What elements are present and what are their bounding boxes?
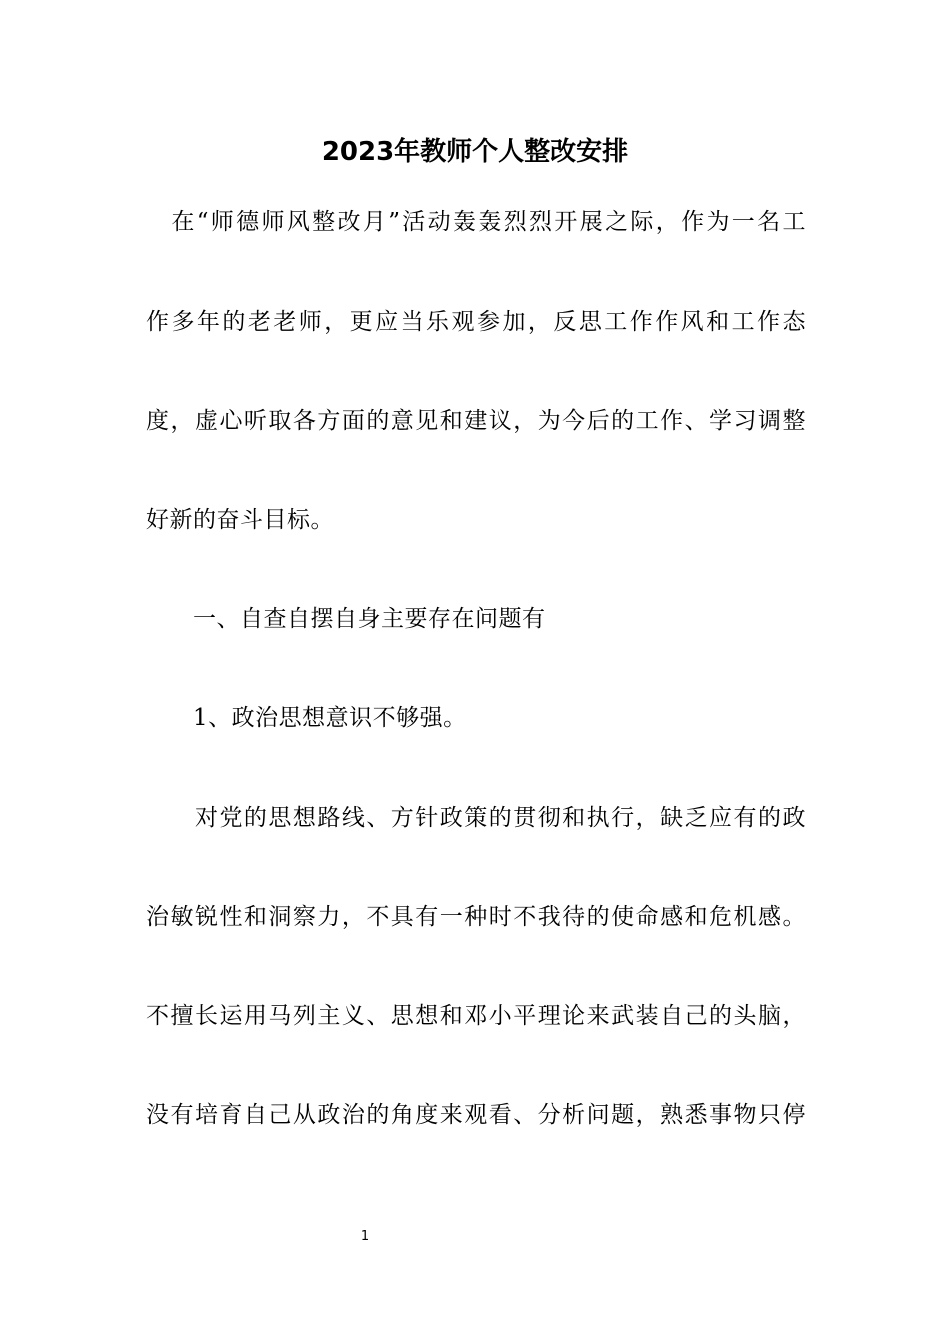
page-number: 1 (360, 1229, 370, 1244)
paragraph-line: 作多年的老老师，更应当乐观参加，反思工作作风和工作态 (146, 309, 806, 335)
subsection-heading: 1、政治思想意识不够强。 (146, 705, 467, 731)
paragraph-line: 度，虚心听取各方面的意见和建议，为今后的工作、学习调整 (146, 408, 806, 434)
paragraph-line: 对党的思想路线、方针政策的贯彻和执行，缺乏应有的政 (146, 805, 806, 831)
paragraph-line: 没有培育自己从政治的角度来观看、分析问题，熟悉事物只停 (146, 1102, 806, 1128)
paragraph-line: 不擅长运用马列主义、思想和邓小平理论来武装自己的头脑， (146, 1003, 806, 1029)
document-title: 2023年教师个人整改安排 (321, 137, 629, 167)
section-heading: 一、自查自摆自身主要存在问题有 (146, 606, 546, 632)
paragraph-line: 好新的奋斗目标。 (146, 507, 334, 533)
paragraph-line: 治敏锐性和洞察力，不具有一种时不我待的使命感和危机感。 (146, 904, 806, 930)
paragraph-line: 在“师德师风整改月”活动轰轰烈烈开展之际，作为一名工 (146, 209, 806, 235)
